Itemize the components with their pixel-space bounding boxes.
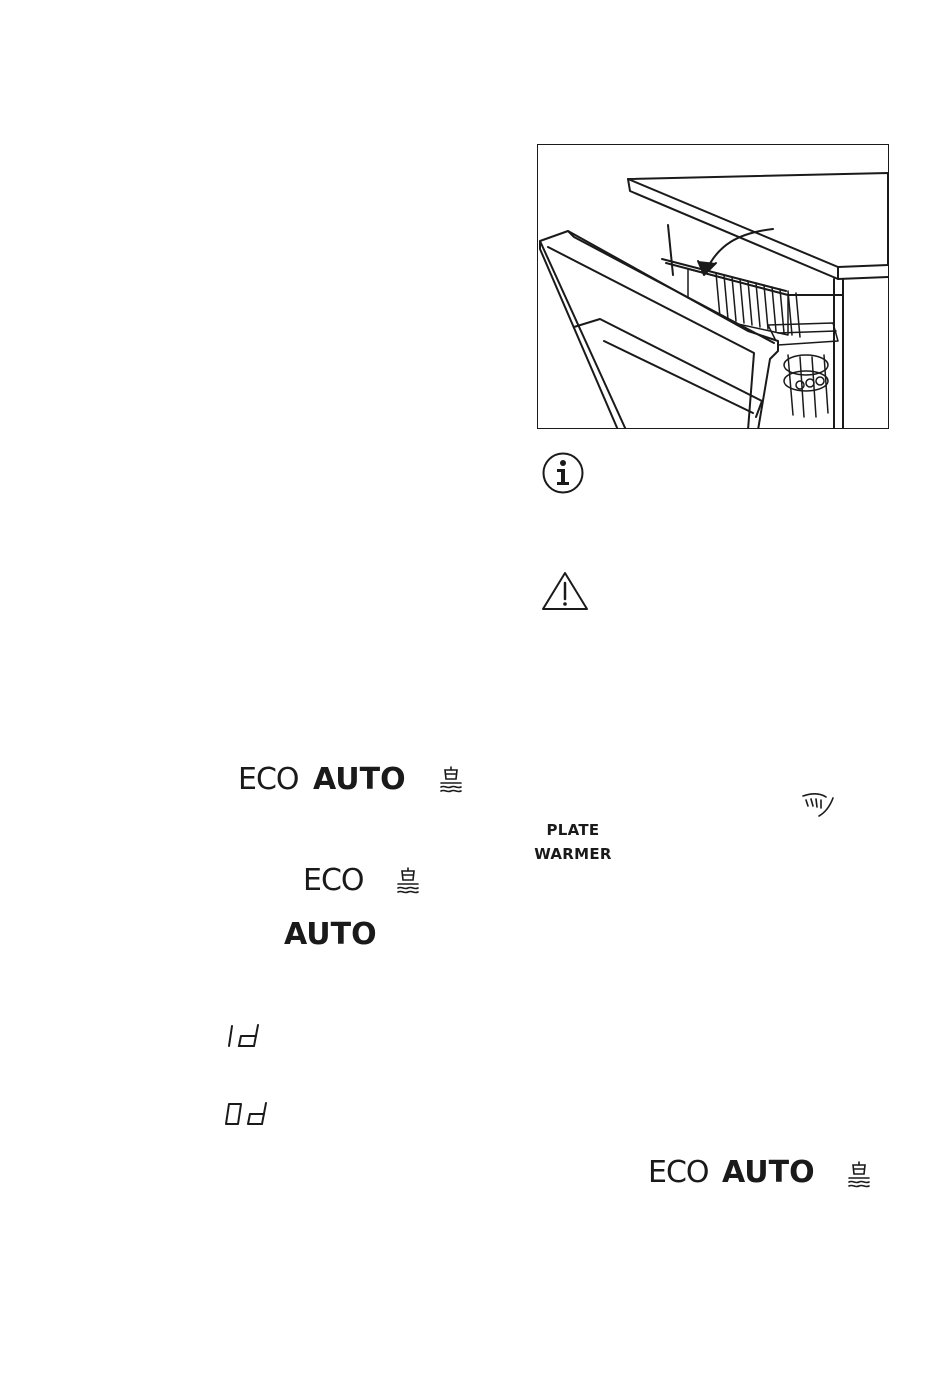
- plate-warmer-label: [530, 818, 616, 866]
- dishwasher-door-illustration: [537, 144, 889, 429]
- dish-tray-icon: [395, 866, 421, 896]
- seven-segment-0d: [222, 1100, 274, 1128]
- auto-button-label: AUTO: [284, 917, 377, 952]
- plate-warmer-line1: PLATE: [546, 821, 600, 839]
- auto-button-label: AUTO: [722, 1155, 815, 1190]
- dishwasher-drawing: [538, 145, 889, 429]
- display-value-on: [222, 1022, 270, 1054]
- info-icon: [542, 452, 584, 494]
- eco-button-label: ECO: [238, 762, 299, 797]
- rinse-aid-icon: [800, 792, 836, 820]
- dish-tray-icon: [438, 765, 464, 795]
- seven-segment-1d: [222, 1022, 270, 1050]
- eco-button-label: ECO: [648, 1155, 709, 1190]
- display-value-off: [222, 1100, 274, 1132]
- dish-tray-icon: [846, 1160, 872, 1190]
- plate-warmer-line2: WARMER: [534, 845, 612, 863]
- eco-button-label: ECO: [303, 863, 364, 898]
- warning-triangle-icon: [540, 570, 590, 612]
- auto-button-label: AUTO: [313, 762, 406, 797]
